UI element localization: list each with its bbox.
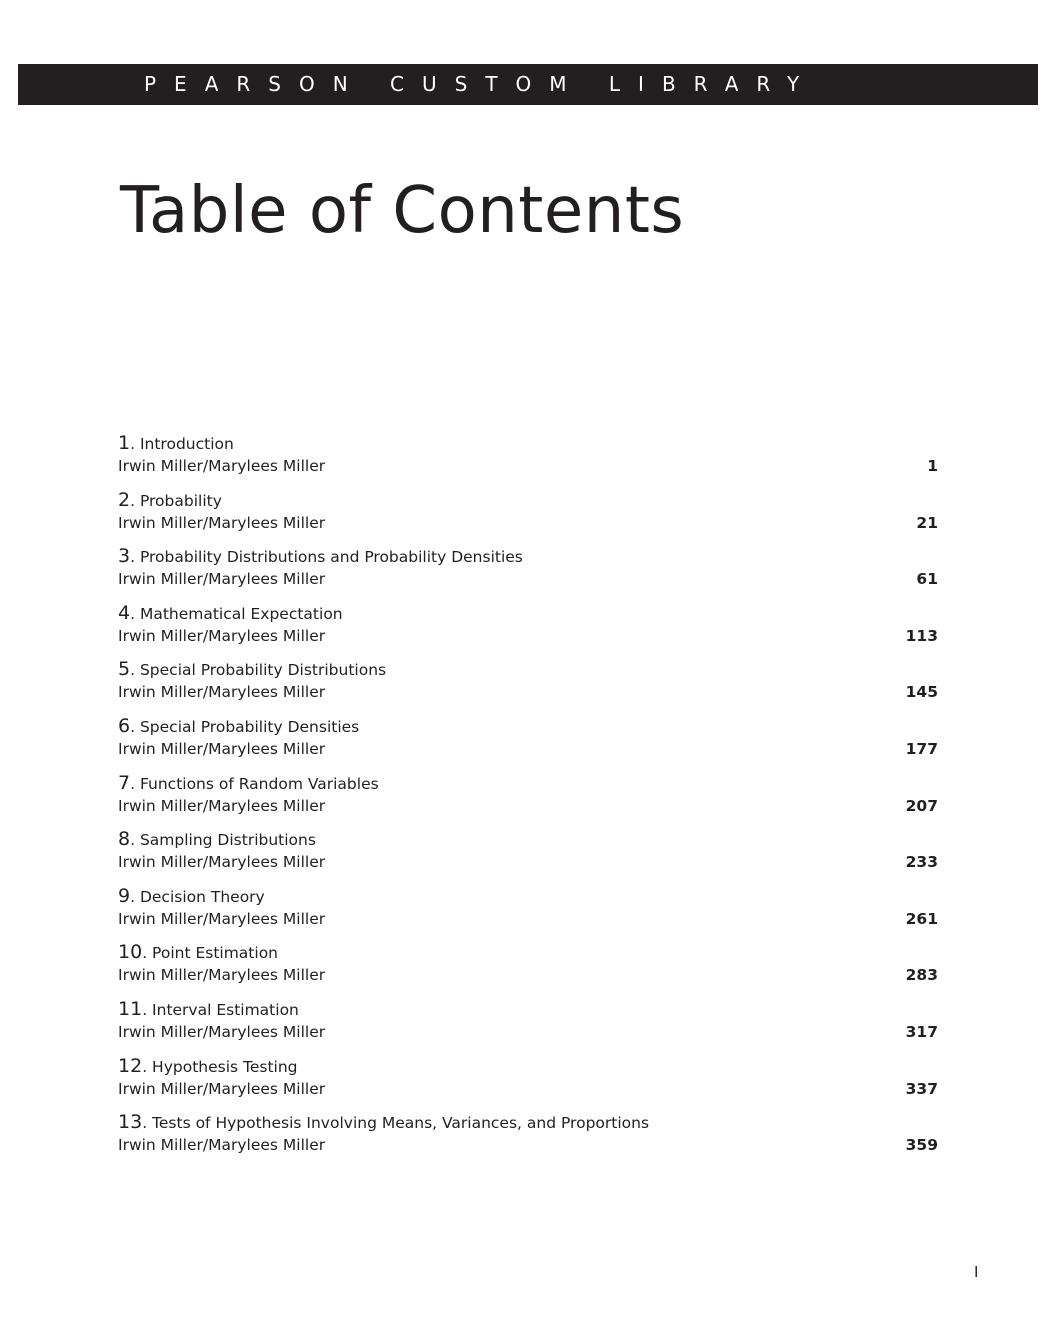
page-title: Table of Contents [120,174,685,248]
page-folio: I [974,1263,979,1281]
toc-entry-title-text: Introduction [139,435,234,453]
toc-entry-title-text: Sampling Distributions [139,831,316,850]
toc-entry-page: 261 [905,909,938,928]
toc-entry-author: Irwin Miller/Marylees Miller [118,966,326,985]
toc-entry-title: 10. Point Estimation [118,941,278,964]
toc-entry-number: 4 [118,601,131,624]
toc-entry[interactable] [118,996,938,1053]
toc-entry-number: 12 [118,1054,143,1077]
toc-entry-title-text: Probability [139,491,222,510]
toc-entry-page: 317 [905,1022,938,1041]
toc-entry-author: Irwin Miller/Marylees Miller [118,739,326,758]
toc-entry-title-text: Hypothesis Testing [152,1057,298,1076]
toc-entry[interactable] [118,1053,938,1110]
toc-entry[interactable] [118,770,938,827]
header-banner [18,64,1038,105]
toc-entry-author: Irwin Miller/Marylees Miller [118,1022,326,1041]
toc-entry[interactable] [118,430,938,487]
toc-entry-author: Irwin Miller/Marylees Miller [118,626,326,645]
toc-entry-number: 9 [118,884,131,907]
toc-entry-title-text: Tests of Hypothesis Involving Means, Variances, and Proportions [152,1114,650,1133]
toc-entry-number: 13 [118,1111,143,1134]
toc-entry-title: 4. Mathematical Expectation [118,601,343,624]
toc-entry-page: 1 [927,457,938,475]
toc-entry[interactable] [118,543,938,600]
toc-entry-page: 145 [905,683,938,702]
toc-entry-author: Irwin Miller/Marylees Miller [118,853,326,872]
toc-entry-number: 6 [118,714,131,737]
toc-entry-author: Irwin Miller/Marylees Miller [118,909,326,928]
toc-entry-page: 177 [905,739,938,758]
toc-entry-page: 233 [905,853,938,872]
toc-entry-title: 8. Sampling Distributions [118,828,316,851]
toc-entry[interactable] [118,883,938,940]
toc-entry-author: Irwin Miller/Marylees Miller [118,570,326,589]
toc-entry-number: 11 [118,997,143,1020]
toc-entry-title: 12. Hypothesis Testing [118,1054,298,1077]
toc-entry-title-text: Special Probability Densities [139,717,360,736]
toc-entry-title: 6. Special Probability Densities [118,714,360,737]
toc-entry-title: 13. Tests of Hypothesis Involving Means, Variances, and Proportions [118,1111,650,1134]
toc-entry-title-text: Probability Distributions and Probability Densities [139,548,523,567]
toc-entry-title: 9. Decision Theory [118,884,265,907]
toc-entry-title-text: Point Estimation [152,944,278,963]
toc-entry-title: 1. Introduction [118,432,234,454]
toc-entry-title-text: Decision Theory [139,887,265,906]
toc-entry-page: 359 [905,1136,938,1155]
toc-entry-number: 8 [118,828,131,851]
toc-entry-page: 283 [905,966,938,985]
toc-entry-number: 1 [118,432,131,454]
toc-entry-page: 207 [905,796,938,815]
toc-entry-page: 61 [916,570,938,589]
toc-entry-author: Irwin Miller/Marylees Miller [118,683,326,702]
toc-entry-title: 2. Probability [118,488,222,511]
toc-entry-title: 3. Probability Distributions and Probability Densities [118,545,523,568]
banner-text: PEARSON CUSTOM LIBRARY [144,72,818,96]
toc-entry-number: 7 [118,771,131,794]
toc-entry-title: 5. Special Probability Distributions [118,658,387,681]
toc-entry-number: 2 [118,488,131,511]
toc-entry-author: Irwin Miller/Marylees Miller [118,457,326,475]
toc-entry-author: Irwin Miller/Marylees Miller [118,1079,326,1098]
toc-entry-page: 21 [916,513,938,532]
toc-entry[interactable] [118,713,938,770]
toc-entry[interactable] [118,656,938,713]
toc-entry[interactable] [118,487,938,544]
toc-entry-title: 11. Interval Estimation [118,997,299,1020]
toc-entry-author: Irwin Miller/Marylees Miller [118,513,326,532]
toc-entry-number: 5 [118,658,131,681]
toc-entry[interactable] [118,1109,938,1166]
toc-entry-author: Irwin Miller/Marylees Miller [118,796,326,815]
toc-entry-title-text: Special Probability Distributions [139,661,387,680]
toc-entry-title-text: Mathematical Expectation [139,604,343,623]
toc-entry-author: Irwin Miller/Marylees Miller [118,1136,326,1155]
toc-entry-title: 7. Functions of Random Variables [118,771,379,794]
toc-entry-page: 337 [905,1079,938,1098]
toc-list [118,430,938,1166]
toc-entry-number: 10 [118,941,143,964]
toc-entry-title-text: Interval Estimation [152,1000,299,1019]
toc-entry-page: 113 [905,626,938,645]
toc-entry-number: 3 [118,545,131,568]
toc-entry[interactable] [118,826,938,883]
toc-entry[interactable] [118,600,938,657]
toc-entry[interactable] [118,939,938,996]
toc-entry-title-text: Functions of Random Variables [139,774,379,793]
